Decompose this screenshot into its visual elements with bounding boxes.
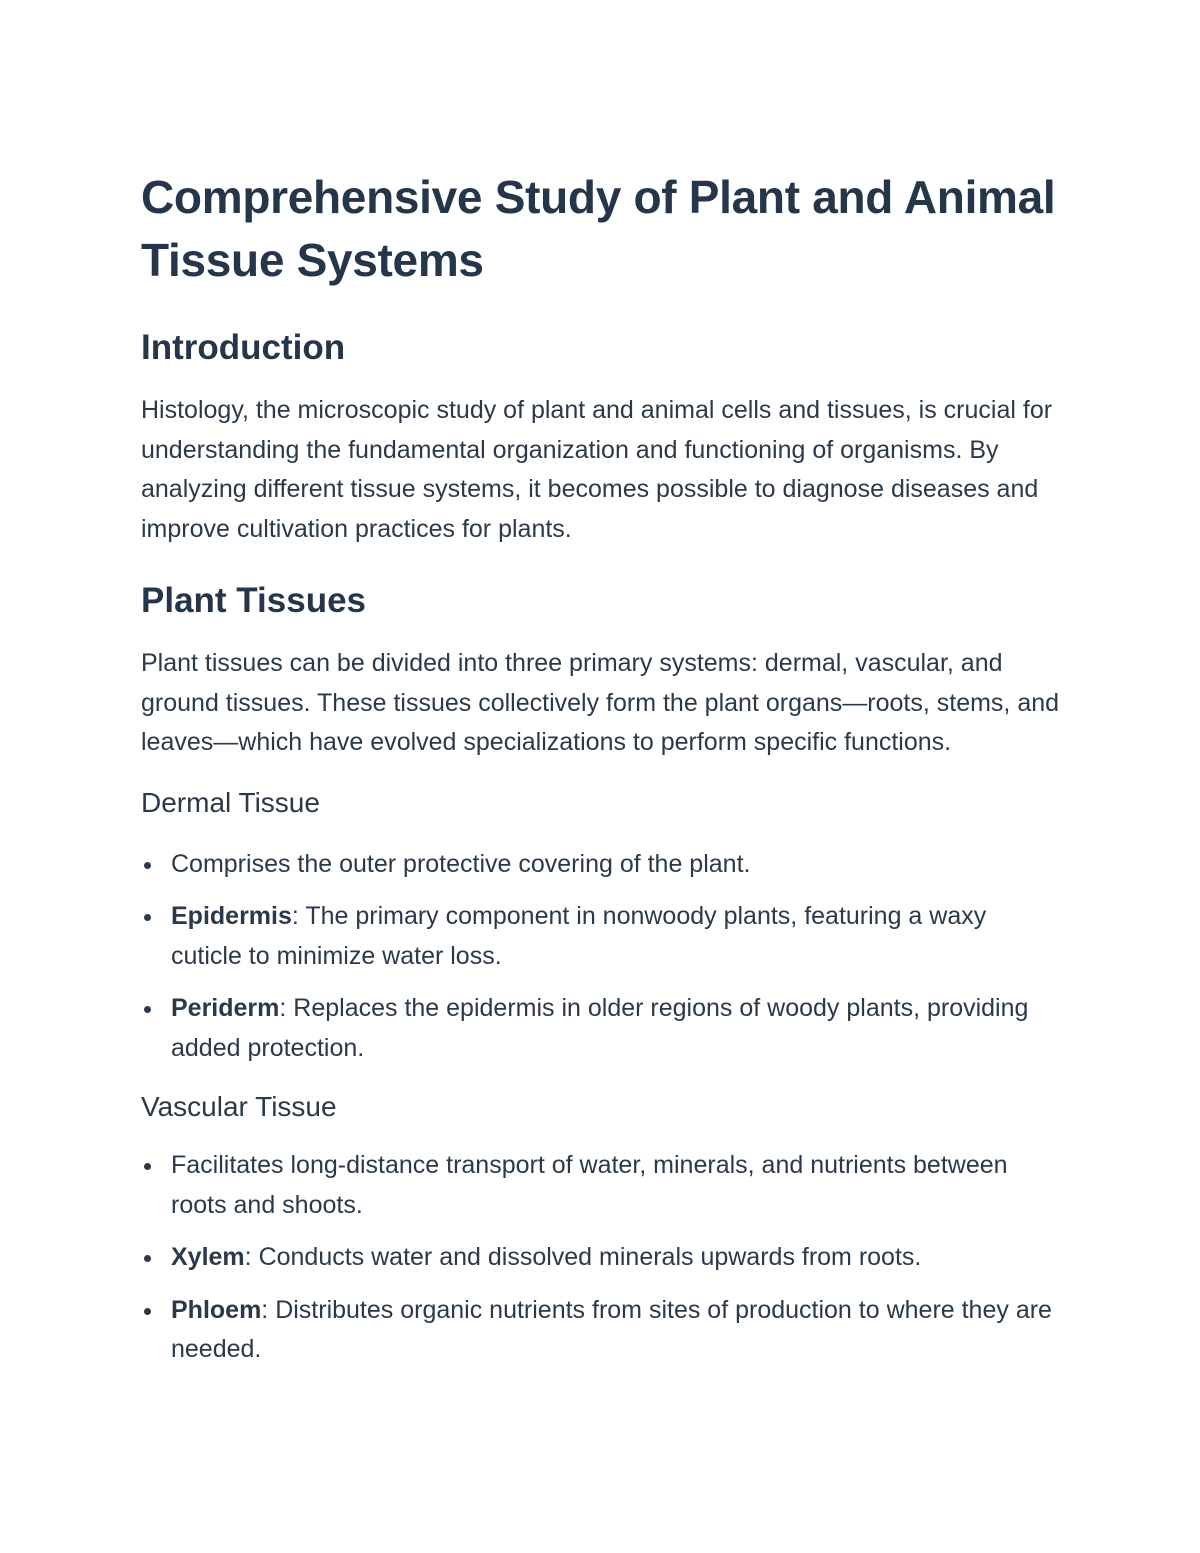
list-item-text: Comprises the outer protective covering of the plant. [171,849,751,878]
list-item-term: Epidermis [171,902,292,930]
vascular-tissue-list [141,1146,1061,1370]
document-page [141,166,1061,1370]
list-item [141,845,1061,885]
section-heading-introduction: Introduction [141,328,346,367]
list-item-text: : Replaces the epidermis in older regions of woody plants, providing added protection. [171,994,1029,1062]
list-item-term: Xylem [171,1243,245,1271]
list-item-text: : Distributes organic nutrients from sites of production to where they are needed. [171,1295,1052,1363]
list-item-text: : The primary component in nonwoody plants, featuring a waxy cuticle to minimize water loss. [171,902,987,970]
list-item [141,1291,1061,1370]
list-item-term: Periderm [171,994,280,1022]
subsection-heading-vascular-tissue: Vascular Tissue [141,1091,337,1122]
subsection-heading-dermal-tissue: Dermal Tissue [141,786,320,818]
document-title: Comprehensive Study of Plant and Animal Tissue Systems [141,171,1056,286]
plant-tissues-paragraph: Plant tissues can be divided into three primary systems: dermal, vascular, and ground tissues. These tissues collectively form the plant organs—roots, stems, and leaves—which have evolved specializations to perform specific functions. [141,649,1060,756]
list-item-term: Phloem [171,1295,262,1324]
list-item-text: : Conducts water and dissolved minerals upwards from roots. [244,1243,922,1271]
list-item [141,1146,1061,1225]
list-item [141,989,1061,1068]
introduction-paragraph: Histology, the microscopic study of plant and animal cells and tissues, is crucial for understanding the fundamental organization and functioning of organisms. By analyzing different tissue systems, it becomes possible to diagnose diseases and improve cultivation practices for plants. [141,396,1053,543]
list-item [141,897,1061,976]
section-heading-plant-tissues: Plant Tissues [141,581,367,620]
dermal-tissue-list [141,845,1061,1069]
list-item [141,1238,1061,1278]
list-item-text: Facilitates long-distance transport of water, minerals, and nutrients between roots and shoots. [171,1151,1008,1219]
